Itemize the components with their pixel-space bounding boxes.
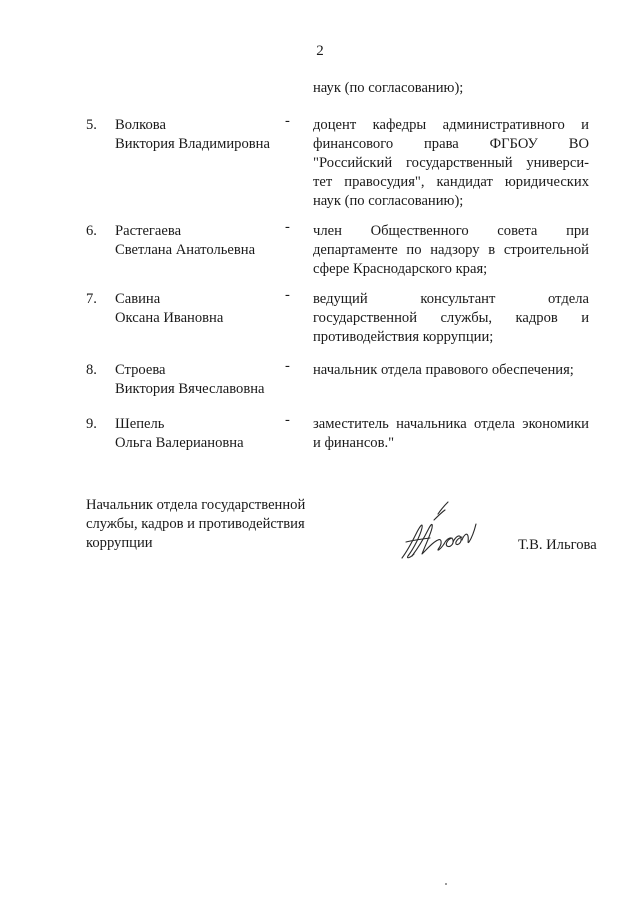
entry-surname: Савина [115, 291, 161, 307]
entry-surname: Растегаева [115, 223, 182, 239]
entry-given-names: Виктория Вячеславовна [115, 381, 265, 397]
entry-number: 8. [86, 362, 97, 378]
continuation-line: наук (по согласованию); [313, 80, 464, 96]
signatory-title [86, 496, 346, 553]
entry-position [313, 222, 589, 279]
entry-given-names: Оксана Ивановна [115, 310, 224, 326]
entry-person-name [115, 222, 290, 260]
entry-surname: Шепель [115, 416, 165, 432]
entry-dash: - [285, 358, 290, 374]
entry-position-line: государственной службы, кадров и [313, 310, 589, 326]
entry-number: 6. [86, 223, 97, 239]
signatory-name: Т.В. Ильгова [518, 537, 597, 553]
entry-given-names: Светлана Анатольевна [115, 242, 256, 258]
entry-number: 9. [86, 416, 97, 432]
entry-given-names: Виктория Владимировна [115, 136, 270, 152]
entry-person-name [115, 116, 290, 154]
entry-position [313, 361, 589, 380]
entry-surname: Волкова [115, 117, 166, 133]
entry-position-line: департаменте по надзору в строительной [313, 242, 589, 258]
entry-position-line: "Российский государственный универси- [313, 155, 589, 171]
page-number: 2 [316, 43, 324, 59]
handwritten-signature [398, 498, 480, 568]
entry-given-names: Ольга Валериановна [115, 435, 244, 451]
entry-position-line: член Общественного совета при [313, 223, 589, 239]
entry-position-line: и финансов." [313, 435, 395, 451]
entry-dash: - [285, 412, 290, 428]
entry-number: 5. [86, 117, 97, 133]
entry-position-line: наук (по согласованию); [313, 193, 464, 209]
entry-position-line: финансового права ФГБОУ ВО [313, 136, 589, 152]
entry-position [313, 116, 589, 211]
entry-position-line: тет правосудия", кандидат юридических [313, 174, 589, 190]
entry-position-line: доцент кафедры административного и [313, 117, 589, 133]
entry-number: 7. [86, 291, 97, 307]
entry-person-name [115, 415, 290, 453]
entry-position-line: противодействия коррупции; [313, 329, 494, 345]
entry-position-line: ведущий консультант отдела [313, 291, 589, 307]
signatory-title-line: коррупции [86, 535, 153, 551]
entry-person-name [115, 290, 290, 328]
entry-position [313, 290, 589, 347]
signatory-title-line: Начальник отдела государственной [86, 497, 306, 513]
entry-dash: - [285, 287, 290, 303]
entry-surname: Строева [115, 362, 166, 378]
entry-position-line: сфере Краснодарского края; [313, 261, 488, 277]
entry-position [313, 415, 589, 453]
scan-artifact [445, 883, 447, 885]
entry-position-line: заместитель начальника отдела экономики [313, 416, 589, 432]
entry-position-line: начальник отдела правового обеспечения; [313, 362, 574, 378]
entry-dash: - [285, 113, 290, 129]
signatory-title-line: службы, кадров и противодействия [86, 516, 305, 532]
entry-person-name [115, 361, 290, 399]
entry-dash: - [285, 219, 290, 235]
